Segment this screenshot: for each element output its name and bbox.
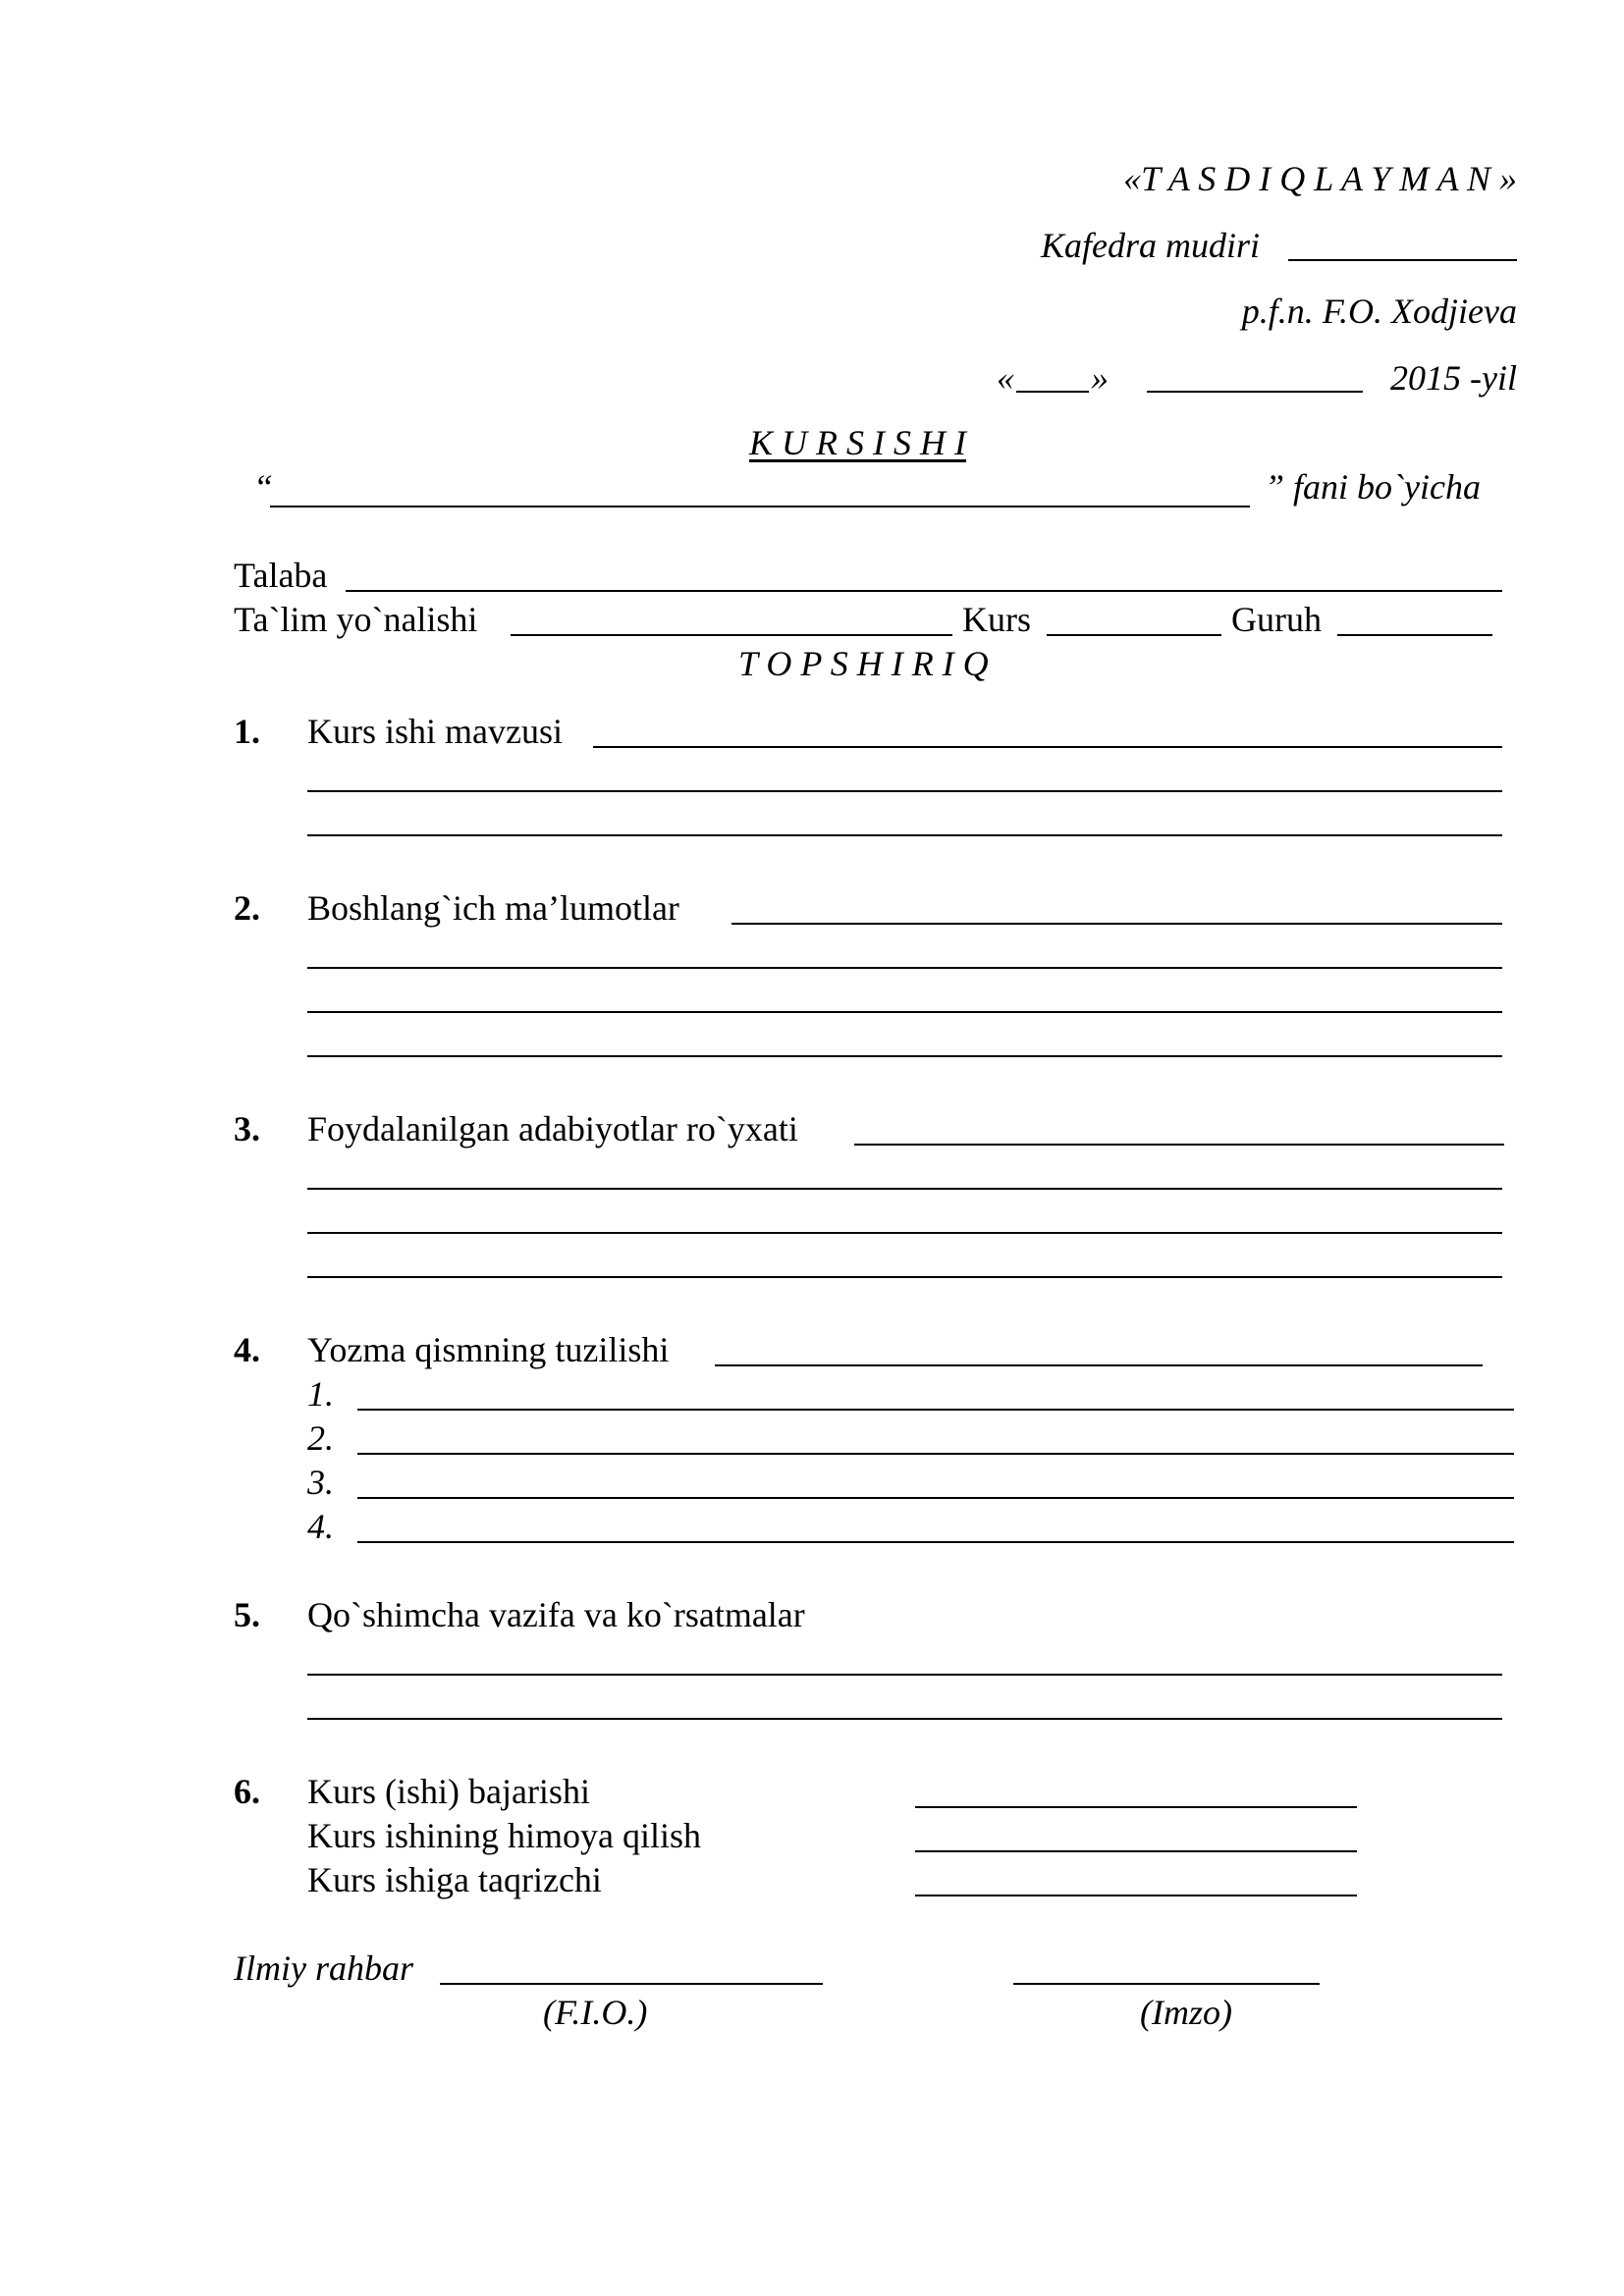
section-1-line[interactable] — [593, 746, 1502, 748]
section-1-label: Kurs ishi mavzusi — [307, 712, 563, 751]
section-2-line[interactable] — [307, 967, 1502, 969]
section-6-item-line[interactable] — [915, 1850, 1357, 1852]
direction-label: Ta`lim yo`nalishi — [234, 600, 478, 639]
section-4-line[interactable] — [715, 1364, 1483, 1366]
section-3-line[interactable] — [307, 1276, 1502, 1278]
subject-open-quote: “ — [253, 467, 274, 507]
head-signature-line[interactable] — [1288, 259, 1517, 261]
section-2-line[interactable] — [307, 1011, 1502, 1013]
document-title: K U R S I S H I — [749, 423, 966, 462]
supervisor-signature-line[interactable] — [1013, 1983, 1320, 1985]
section-6-item-2: Kurs ishining himoya qilish — [307, 1816, 702, 1855]
section-3-line[interactable] — [307, 1188, 1502, 1190]
section-4-subitem-1: 1. — [307, 1374, 334, 1414]
section-5-number: 5. — [234, 1595, 260, 1634]
subject-line[interactable] — [270, 506, 1250, 507]
head-label: Kafedra mudiri — [1041, 226, 1261, 265]
head-name: p.f.n. F.O. Xodjieva — [1241, 292, 1517, 331]
section-3-number: 3. — [234, 1109, 260, 1148]
section-6-item-line[interactable] — [915, 1895, 1357, 1896]
section-5-line[interactable] — [307, 1674, 1502, 1676]
student-label: Talaba — [234, 556, 328, 595]
section-4-subitem-3: 3. — [307, 1463, 334, 1502]
section-3-line[interactable] — [854, 1144, 1504, 1146]
section-4-subitem-line[interactable] — [357, 1541, 1514, 1543]
section-2-number: 2. — [234, 888, 260, 928]
group-label: Guruh — [1231, 600, 1322, 639]
task-title: T O P S H I R I Q — [738, 644, 989, 683]
section-3-label: Foydalanilgan adabiyotlar ro`yxati — [307, 1109, 798, 1148]
date-day-line[interactable] — [1016, 391, 1089, 393]
date-year: 2015 -yil — [1390, 358, 1517, 398]
section-4-subitem-2: 2. — [307, 1418, 334, 1458]
section-4-number: 4. — [234, 1330, 260, 1369]
subject-suffix: ” fani bo`yicha — [1265, 467, 1481, 507]
group-line[interactable] — [1337, 634, 1492, 636]
section-1-line[interactable] — [307, 834, 1502, 836]
section-4-subitem-line[interactable] — [357, 1497, 1514, 1499]
section-4-label: Yozma qismning tuzilishi — [307, 1330, 670, 1369]
section-2-line[interactable] — [731, 923, 1502, 925]
student-line[interactable] — [346, 590, 1502, 592]
course-line[interactable] — [1047, 634, 1221, 636]
section-5-line[interactable] — [307, 1718, 1502, 1720]
date-open-quote: « — [997, 358, 1014, 398]
section-4-subitem-line[interactable] — [357, 1453, 1514, 1455]
section-3-line[interactable] — [307, 1232, 1502, 1234]
supervisor-name-line[interactable] — [440, 1983, 823, 1985]
section-1-number: 1. — [234, 712, 260, 751]
sign-caption: (Imzo) — [1140, 1993, 1232, 2032]
fio-caption: (F.I.O.) — [543, 1993, 648, 2032]
approval-title: «T A S D I Q L A Y M A N » — [1123, 159, 1517, 198]
date-close-quote: » — [1091, 358, 1109, 398]
section-2-label: Boshlang`ich ma’lumotlar — [307, 888, 679, 928]
section-4-subitem-line[interactable] — [357, 1409, 1514, 1411]
section-4-subitem-4: 4. — [307, 1507, 334, 1546]
section-6-item-3: Kurs ishiga taqrizchi — [307, 1860, 602, 1899]
section-6-item-1: Kurs (ishi) bajarishi — [307, 1772, 590, 1811]
section-6-item-line[interactable] — [915, 1806, 1357, 1808]
section-1-line[interactable] — [307, 790, 1502, 792]
section-6-number: 6. — [234, 1772, 260, 1811]
course-label: Kurs — [962, 600, 1031, 639]
section-5-label: Qo`shimcha vazifa va ko`rsatmalar — [307, 1595, 805, 1634]
direction-line[interactable] — [511, 634, 952, 636]
section-2-line[interactable] — [307, 1055, 1502, 1057]
supervisor-label: Ilmiy rahbar — [234, 1949, 413, 1988]
date-month-line[interactable] — [1147, 391, 1363, 393]
